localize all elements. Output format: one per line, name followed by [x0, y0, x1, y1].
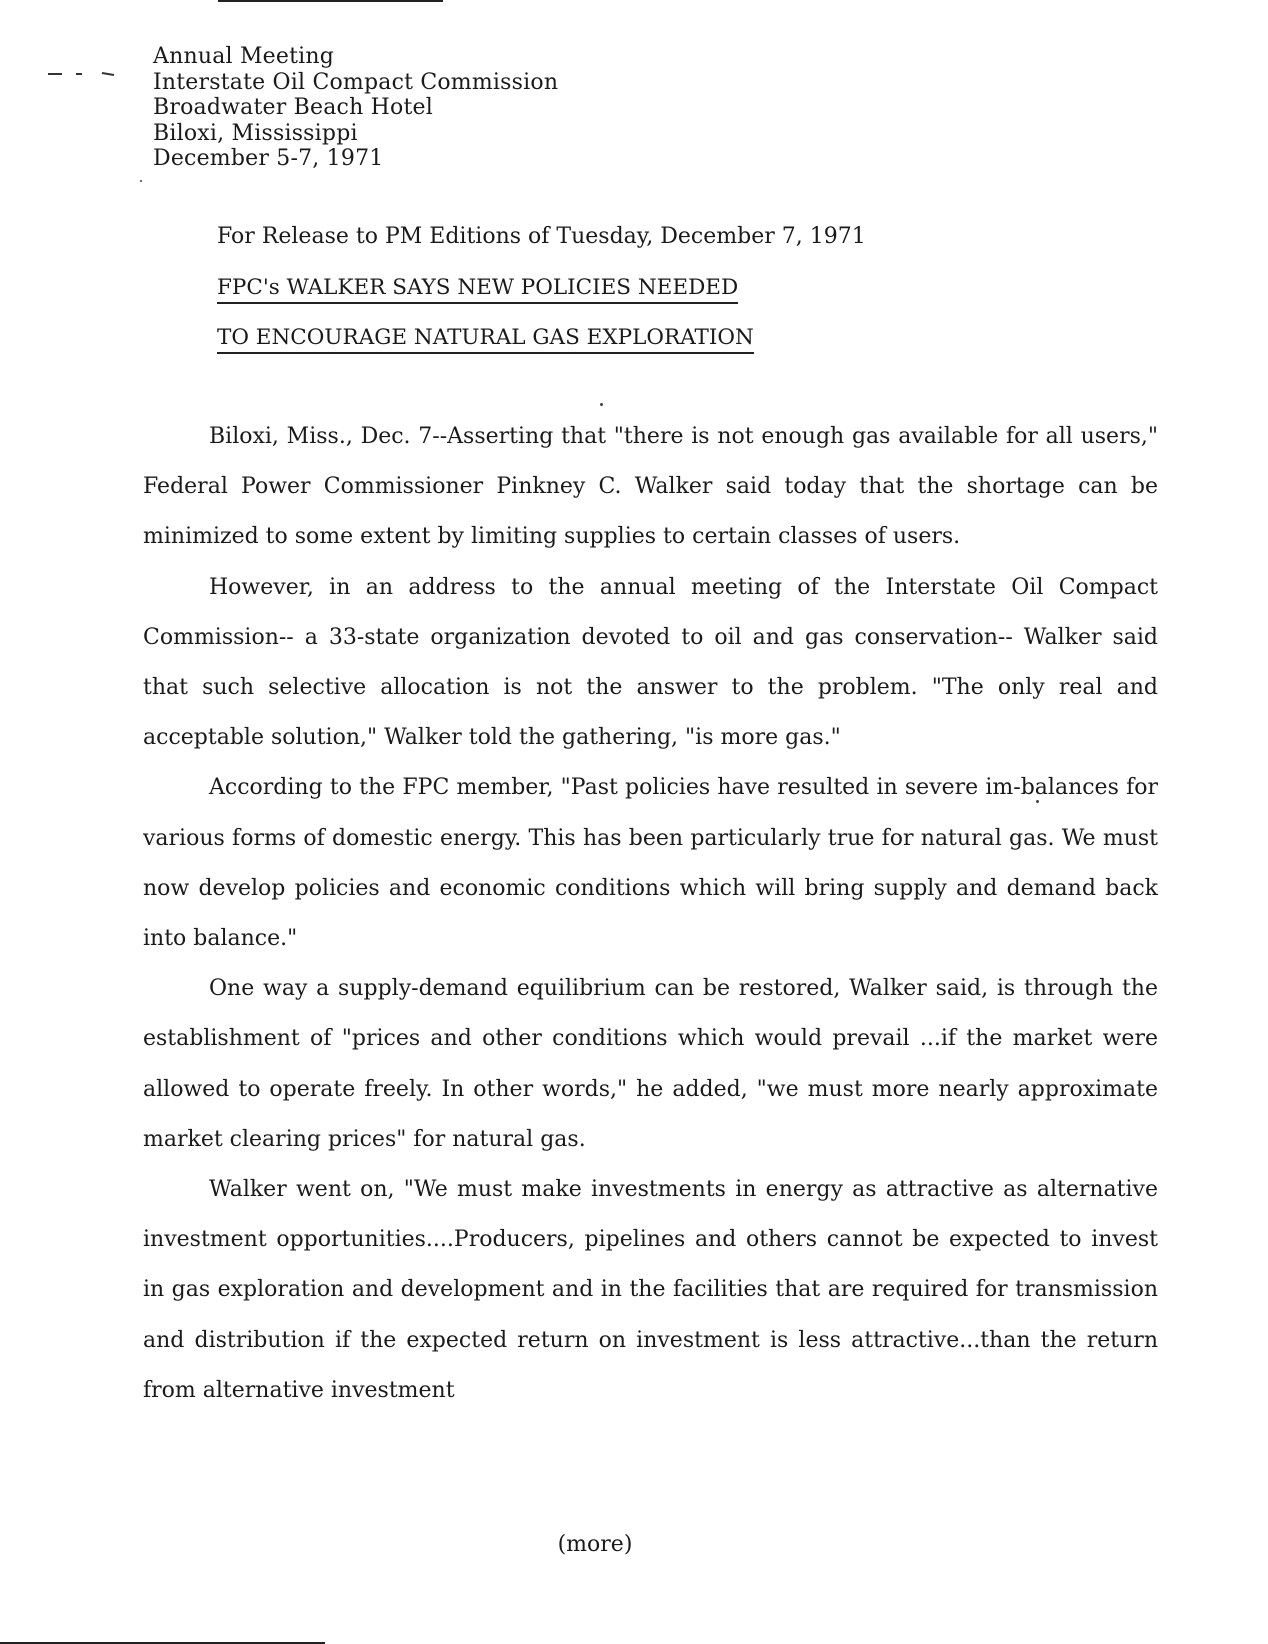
scan-speck — [600, 403, 603, 406]
paragraph-investments: Walker went on, "We must make investments in energy as attractive as alternative investment opportunities....Producers, pipelines and others cannot be expected to invest in gas exploration and development and in the facilities that are required for transmission and distribution if the expected return on investment is less attractive...than the return from alternative investment — [143, 1177, 1158, 1403]
header-line-venue: Broadwater Beach Hotel — [153, 95, 433, 120]
headline-line-1: FPC's WALKER SAYS NEW POLICIES NEEDED — [217, 275, 738, 304]
release-notice: For Release to PM Editions of Tuesday, December 7, 1971 — [217, 224, 866, 249]
paragraph-address: However, in an address to the annual meeting of the Interstate Oil Compact Commission-- a 33-state organization devoted to oil and gas conservation-- Walker said that such selective allocation is not the answer to the problem. "The only real and acceptable solution," Walker told the gathering, "is more gas." — [143, 574, 1158, 751]
paragraph-equilibrium: One way a supply-demand equilibrium can be restored, Walker said, is through the establishment of "prices and other conditions which would prevail ...if the market were allowed to operate freely. In other words," he added, "we must more nearly approximate market clearing prices" for natural gas. — [143, 976, 1158, 1152]
header-line-meeting: Annual Meeting — [153, 44, 335, 69]
press-release-body — [143, 412, 1158, 1416]
headline-line-2: TO ENCOURAGE NATURAL GAS EXPLORATION — [217, 325, 754, 354]
continuation-marker: (more) — [557, 1532, 633, 1557]
paragraph-dateline: Biloxi, Miss., Dec. 7--Asserting that "there is not enough gas available for all users," Federal Power Commissioner Pinkney C. Walker said today that the shortage can be minimized to some extent by limiting supplies to certain classes of users. — [143, 424, 1158, 550]
header-line-dates: December 5-7, 1971 — [153, 146, 384, 171]
margin-mark — [48, 72, 118, 76]
scan-speck — [140, 180, 142, 182]
paragraph-past-policies: According to the FPC member, "Past policies have resulted in severe im-balances for various forms of domestic energy. This has been particularly true for natural gas. We must now develop policies and economic conditions which will bring supply and demand back into balance." — [143, 775, 1158, 952]
scan-speck — [1036, 800, 1039, 803]
header-line-organization: Interstate Oil Compact Commission — [153, 69, 559, 95]
header-line-city: Biloxi, Mississippi — [153, 120, 358, 146]
top-rule — [218, 0, 443, 2]
meeting-header — [153, 44, 558, 172]
